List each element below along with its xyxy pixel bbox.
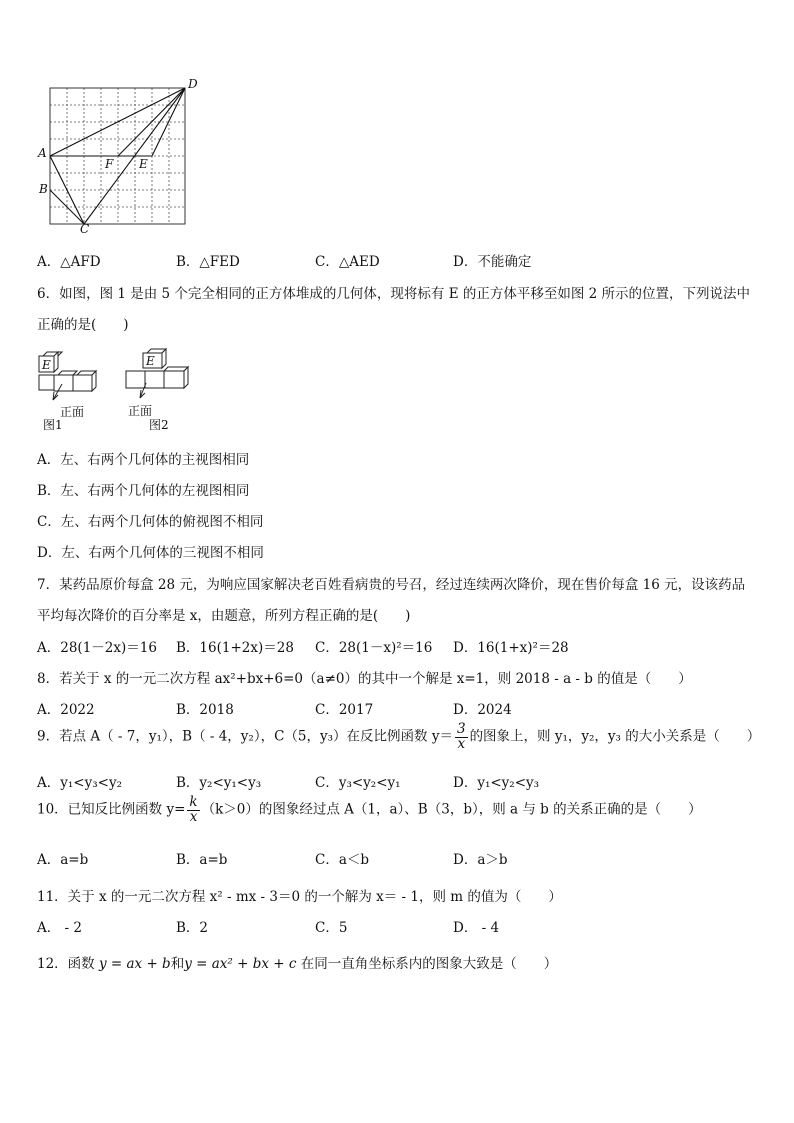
q10-fraction [187,796,199,824]
q6-option-b[interactable]: B．左、右两个几何体的左视图相同 [37,483,250,499]
q11-option-d[interactable]: D． - 4 [453,920,500,936]
q8-option-c[interactable]: C．2017 [315,702,374,718]
figure-caption-1: 图1 [43,418,63,432]
q9-fraction-numerator: 3 [456,721,466,737]
q6-stem-line1: 6．如图，图 1 是由 5 个完全相同的正方体堆成的几何体，现将标有 E 的正方体平移至如图 2 所示的位置，下列说法中 [37,286,751,302]
point-label-e: E [139,157,148,171]
q12-stem-and: 和 [170,956,185,972]
q10-fraction-denominator: x [189,808,198,825]
q8-option-d[interactable]: D．2024 [453,702,512,718]
q10-option-c[interactable]: C．a＜b [315,852,370,868]
front-label-fig2: 正面 [128,404,153,418]
q11-option-a[interactable]: A． - 2 [37,920,82,936]
q10-fraction-numerator: k [189,794,198,810]
point-label-c: C [80,222,90,236]
point-label-f: F [105,157,114,171]
q10-stem-part1: 10．已知反比例函数 y= [37,801,186,818]
q9-stem-part1: 9．若点 A（ - 7，y₁），B（ - 4，y₂），C（5，y₃）在反比例函数 y＝ [37,728,453,745]
q12-equation-linear: y = ax + b [98,956,171,972]
figure-caption-2: 图2 [149,418,169,432]
q11-option-c[interactable]: C．5 [315,920,348,936]
q7-stem-line2: 平均每次降价的百分率是 x，由题意，所列方程正确的是( ) [37,608,411,624]
q7-option-c[interactable]: C．28(1－x)²＝16 [315,640,433,656]
q7-option-b[interactable]: B．16(1+2x)＝28 [176,640,294,656]
q5-option-c[interactable]: C．△AED [315,254,380,270]
q7-option-d[interactable]: D．16(1+x)²＝28 [453,640,569,656]
q9-fraction-denominator: x [457,735,466,752]
q8-stem: 8．若关于 x 的一元二次方程 ax²+bx+6=0（a≠0）的其中一个解是 x=1，则 2018 - a - b 的值是（ ） [37,671,692,687]
q11-option-b[interactable]: B．2 [176,920,209,936]
point-label-b: B [39,182,48,196]
q10-stem [37,796,702,824]
q11-stem: 11．关于 x 的一元二次方程 x² - mx - 3＝0 的一个解为 x＝ - 1，则 m 的值为（ ） [37,889,562,905]
q9-option-b[interactable]: B．y₂<y₁<y₃ [176,775,262,791]
q8-option-a[interactable]: A．2022 [37,702,95,718]
q9-fraction [455,723,468,751]
point-label-d: D [188,77,198,91]
q6-option-c[interactable]: C．左、右两个几何体的俯视图不相同 [37,514,264,530]
q10-option-b[interactable]: B．a=b [176,852,228,868]
q10-option-a[interactable]: A．a=b [37,852,89,868]
q12-stem [37,952,557,972]
q6-stem-line2: 正确的是( ) [37,317,129,333]
q9-stem-part2: 的图象上，则 y₁，y₂，y₃ 的大小关系是（ ） [469,728,761,745]
q6-option-a[interactable]: A．左、右两个几何体的主视图相同 [37,452,250,468]
q7-stem-line1: 7．某药品原价每盒 28 元，为响应国家解决老百姓看病贵的号召，经过连续两次降价，现在售价每盒 16 元，设该药品 [37,577,746,593]
q5-option-d[interactable]: D．不能确定 [453,254,532,270]
front-label-fig1: 正面 [60,405,85,419]
q6-option-d[interactable]: D．左、右两个几何体的三视图不相同 [37,545,264,561]
cube-e-label-fig2: E [146,354,155,368]
q12-stem-part1: 12．函数 [37,956,99,972]
q9-stem [37,723,760,751]
cube-e-label-fig1: E [42,358,51,372]
q9-option-a[interactable]: A．y₁<y₃<y₂ [37,775,122,791]
q12-stem-part2: 在同一直角坐标系内的图象大致是（ ） [296,956,558,972]
q9-option-d[interactable]: D．y₁<y₂<y₃ [453,775,540,791]
q5-option-b[interactable]: B．△FED [176,254,240,270]
q12-equation-quadratic: y = ax² + bx + c [184,956,297,972]
q9-option-c[interactable]: C．y₃<y₂<y₁ [315,775,401,791]
q8-option-b[interactable]: B．2018 [176,702,234,718]
q10-stem-part2: （k＞0）的图象经过点 A（1，a）、B（3，b），则 a 与 b 的关系正确的是（ ） [201,801,702,818]
q5-option-a[interactable]: A．△AFD [37,254,101,270]
q7-option-a[interactable]: A．28(1－2x)＝16 [37,640,157,656]
q10-option-d[interactable]: D．a＞b [453,852,508,868]
point-label-a: A [38,146,47,160]
